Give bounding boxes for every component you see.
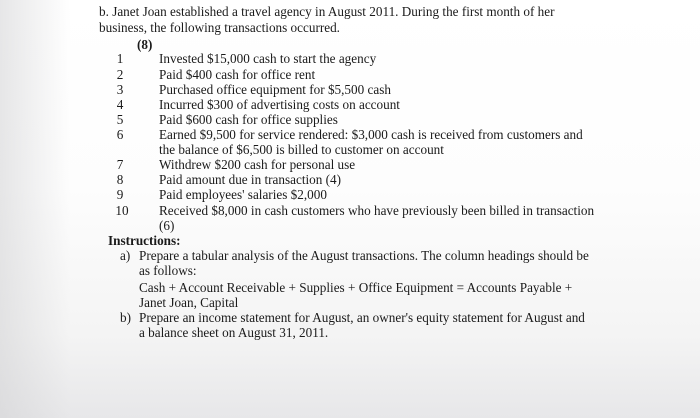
transaction-number: 3: [116, 82, 124, 97]
transaction-number: 9: [116, 187, 124, 202]
transaction-number: 1: [116, 51, 124, 66]
transaction-text: Received $8,000 in cash customers who have previously been billed in transaction: [159, 203, 595, 218]
transaction-text-continued: (6): [159, 218, 175, 233]
intro-line-1: b. Janet Joan established a travel agency in August 2011. During the first month of her: [99, 4, 555, 19]
instruction-a-label: a): [120, 248, 131, 263]
column-headings-equation: Janet Joan, Capital: [139, 295, 239, 310]
instruction-a-text: Prepare a tabular analysis of the August transactions. The column headings should be: [139, 248, 589, 263]
transaction-text: Incurred $300 of advertising costs on account: [159, 97, 400, 112]
transaction-number: 10: [115, 203, 129, 218]
transaction-number: 6: [116, 127, 124, 142]
transaction-text: Invested $15,000 cash to start the agency: [159, 51, 377, 66]
transaction-text-continued: the balance of $6,500 is billed to customer on account: [159, 142, 444, 157]
transaction-number: 5: [116, 112, 124, 127]
column-headings-equation: Cash + Account Receivable + Supplies + Office Equipment = Accounts Payable +: [139, 280, 573, 295]
instruction-b-text: a balance sheet on August 31, 2011.: [139, 325, 329, 340]
intro-line-2: business, the following transactions occurred.: [99, 20, 340, 35]
transaction-number: 2: [116, 67, 124, 82]
instructions-heading: Instructions:: [108, 233, 181, 248]
instruction-a-text: as follows:: [139, 263, 197, 278]
instruction-b-label: b): [120, 310, 131, 325]
transaction-number: 4: [116, 97, 124, 112]
transaction-text: Paid employees' salaries $2,000: [159, 187, 327, 202]
transaction-text: Paid $400 cash for office rent: [159, 67, 316, 82]
transaction-text: Withdrew $200 cash for personal use: [159, 157, 356, 172]
instruction-b-text: Prepare an income statement for August, an owner's equity statement for August and: [139, 310, 585, 325]
transaction-text: Earned $9,500 for service rendered: $3,000 cash is received from customers and: [159, 127, 583, 142]
transaction-number: 8: [116, 172, 124, 187]
transaction-text: Paid amount due in transaction (4): [159, 172, 342, 187]
transaction-number: 7: [116, 157, 124, 172]
marks-label: (8): [137, 37, 153, 52]
transaction-text: Paid $600 cash for office supplies: [159, 112, 338, 127]
transaction-text: Purchased office equipment for $5,500 cash: [159, 82, 391, 97]
